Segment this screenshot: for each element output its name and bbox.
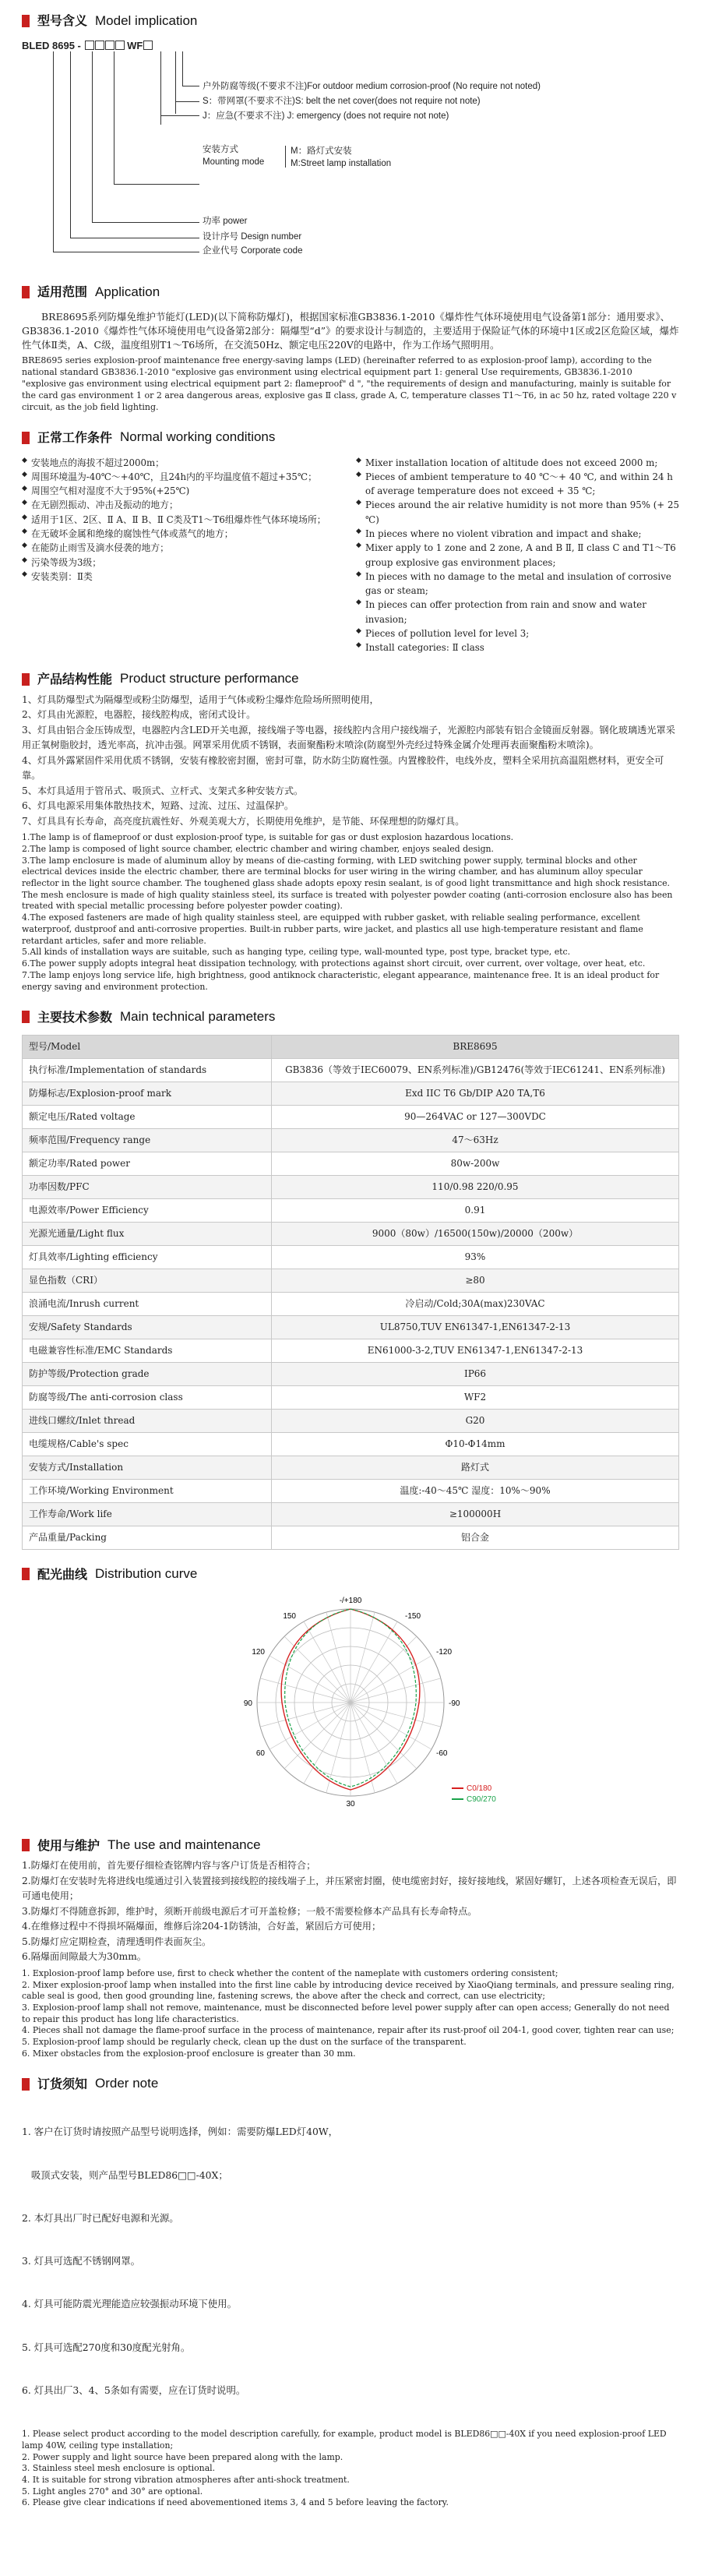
polar-spoke — [350, 1703, 432, 1749]
spec-param-value: 路灯式 — [272, 1456, 679, 1480]
condition-item: ◆ Pieces around the air relative humidity is not more than 95% (+ 25 ℃) — [356, 498, 679, 527]
order-item: 1. Please select product according to the model description carefully, for example, product model is BLED86□□-40X if you need explosion-proof LED lamp 40W, ceiling type installation; — [22, 2429, 667, 2451]
polar-spoke — [260, 1703, 350, 1727]
section-title-cn: 配光曲线 — [37, 1566, 88, 1582]
order-item: 6. Please give clear indications if need abovementioned items 3, 4 and 5 before leaving the factory. — [22, 2497, 449, 2508]
spec-param-value: IP66 — [272, 1363, 679, 1386]
spec-table-header — [23, 1036, 679, 1059]
section-marker-icon — [22, 673, 30, 686]
section-header-conditions — [22, 425, 679, 451]
section-marker-icon — [22, 286, 30, 298]
section-title-en: Main technical parameters — [120, 1008, 276, 1024]
condition-item: ◆ 在无剧烈振动、冲击及振动的地方； — [22, 498, 345, 512]
code-box — [95, 41, 104, 50]
spec-row — [23, 1363, 679, 1386]
condition-item: ◆ In pieces can offer protection from rain and snow and water invasion; — [356, 598, 679, 626]
condition-item: ◆ Install categories: Ⅱ class — [356, 640, 679, 655]
spec-param-name: 功率因数/PFC — [23, 1176, 272, 1199]
spec-header-cell: 型号/Model — [23, 1036, 272, 1059]
spec-row — [23, 1386, 679, 1410]
order-item: 4. 灯具可能防震光理能造应较强振动环境下使用。 — [22, 2298, 237, 2310]
spec-param-name: 防爆标志/Explosion-proof mark — [23, 1082, 272, 1106]
model-code — [22, 39, 153, 54]
spec-param-name: 电磁兼容性标准/EMC Standards — [23, 1339, 272, 1363]
section-title-en: Product structure performance — [120, 671, 299, 686]
spec-param-value: 93% — [272, 1246, 679, 1269]
maintenance-item: 5.防爆灯应定期检查，清理透明件表面灰尘。 — [22, 1936, 212, 1947]
scope-paragraph-cn: BRE8695系列防爆免维护节能灯(LED)(以下简称防爆灯)，根据国家标准GB3836.1-2010《爆炸性气体环境使用电气设备第1部分：通用要求》、GB3836.1-2010《爆炸性气体环境使用电气设备第2部分：隔爆型“d”》的要求设计与制造的，主要适用于保险证气体的环境中1区或2区危险区域，爆炸性气体Ⅱ类，A、C级，温度组别T1～T6场所，在交流50Hz、额定电压220V的电路中，作为工作场气照明用。 — [22, 311, 679, 351]
order-item: 5. Light angles 270° and 30° are optional. — [22, 2486, 203, 2497]
model-label-m-en: M:Street lamp installation — [291, 159, 392, 168]
spec-param-name: 工作环境/Working Environment — [23, 1480, 272, 1503]
order-list-en — [22, 2429, 679, 2509]
structure-item: 4.The exposed fasteners are made of high quality stainless steel, are equipped with rubber gasket, with reliable sealing performance, excellent waterproof, dustproof and anti-corrosive properties. Built-in rubber parts, wire jacket, and plastics all use high-temperature resistant and flame retardant articles, safer and more reliable. — [22, 912, 643, 946]
spec-param-name: 光源光通量/Light flux — [23, 1223, 272, 1246]
maintenance-item: 3. Explosion-proof lamp shall not remove, maintenance, must be disconnected before level power supply after can open access; Generally do not need to repair this product has long life characteristics. — [22, 2003, 670, 2024]
legend-label: C0/180 — [467, 1784, 492, 1794]
spec-row — [23, 1269, 679, 1293]
spec-param-name: 额定功率/Rated power — [23, 1152, 272, 1176]
polar-spoke — [304, 1621, 350, 1703]
code-box — [85, 41, 94, 50]
polar-chart — [22, 1587, 679, 1821]
section-title-en: Normal working conditions — [120, 429, 276, 445]
structure-item: 5.All kinds of installation ways are suitable, such as hanging type, ceiling type, wall-mounted type, post type, bracket type, etc. — [22, 947, 571, 958]
spec-row — [23, 1106, 679, 1129]
structure-item: 1.The lamp is of flameproof or dust explosion-proof type, is suitable for gas or dust explosion hazardous locations. — [22, 832, 514, 843]
spec-param-name: 防护等级/Protection grade — [23, 1363, 272, 1386]
tick-label: 90 — [243, 1699, 252, 1709]
section-header-scope — [22, 279, 679, 305]
spec-row — [23, 1339, 679, 1363]
condition-item: ◆ 周围环境温为-40℃～+40℃，且24h内的平均温度值不超过+35℃； — [22, 470, 345, 484]
connector-line — [53, 51, 54, 252]
maintenance-item: 4.在维修过程中不得损坏隔爆面，维修后涂204-1防锈油，合好盖，紧固后方可使用； — [22, 1921, 382, 1932]
structure-item: 5、本灯具适用于管吊式、吸顶式、立杆式、支架式多种安装方式。 — [22, 785, 304, 796]
maintenance-item: 6.隔爆面间隙最大为30mm。 — [22, 1951, 146, 1963]
connector-line — [92, 51, 93, 222]
section-title-cn: 型号含义 — [37, 13, 88, 29]
section-title-en: Order note — [95, 2076, 159, 2091]
tick-label: -90 — [449, 1699, 460, 1709]
maintenance-item: 6. Mixer obstacles from the explosion-proof enclosure is greater than 30 mm. — [22, 2048, 356, 2059]
spec-param-name: 显色指数（CRI） — [23, 1269, 272, 1293]
condition-item: ◆ Pieces of pollution level for level 3; — [356, 626, 679, 640]
maintenance-item: 2. Mixer explosion-proof lamp when installed into the first line cable by introducing device received by XiaoQiang terminals, and pressure sealing ring, cable seal is good, then good grounding line, fastening screws, the above after the check and correct, can use electricity; — [22, 1979, 675, 2002]
tick-label: 120 — [252, 1648, 265, 1657]
model-label-power: 功率 power — [203, 217, 248, 226]
section-title-en: Distribution curve — [95, 1565, 198, 1581]
tick-label: -120 — [436, 1648, 453, 1657]
connector-line — [70, 51, 71, 238]
spec-param-name: 工作寿命/Work life — [23, 1503, 272, 1526]
order-list-cn — [22, 2098, 679, 2426]
condition-item: ◆ 在无破坏金属和绝缘的腐蚀性气体或蒸气的地方； — [22, 527, 345, 541]
polar-spoke — [350, 1612, 375, 1703]
spec-param-name: 执行标准/Implementation of standards — [23, 1059, 272, 1082]
distribution-curve — [22, 1587, 679, 1821]
spec-row — [23, 1082, 679, 1106]
structure-item: 7.The lamp enjoys long service life, high brightness, good antiknock characteristic, elegant appearance, maintenance free. It is an ideal product for energy saving and environment protection. — [22, 969, 660, 992]
connector-line — [175, 51, 176, 114]
model-label-corrosion: 户外防腐等级(不要求不注)For outdoor medium corrosion-proof (No require not noted) — [203, 82, 541, 91]
section-marker-icon — [22, 15, 30, 27]
section-marker-icon — [22, 2078, 30, 2091]
section-title-en: The use and maintenance — [107, 1837, 261, 1852]
order-item: 2. 本灯具出厂时已配好电源和光源。 — [22, 2211, 179, 2224]
spec-param-name: 频率范围/Frequency range — [23, 1129, 272, 1152]
spec-param-name: 防腐等级/The anti-corrosion class — [23, 1386, 272, 1410]
spec-param-name: 产品重量/Packing — [23, 1526, 272, 1550]
scope-paragraph-en: BRE8695 series explosion-proof maintenance free energy-saving lamps (LED) (hereinafter referred to as explosion-proof lamp), according to the national standard GB3836.1-2010 "explosive gas environment using electrical equipment part 1: general Use requirements, GB3836.1-2010 "explosive gas environment using electrical equipment part 2: flameproof" d ", "the requirements of design and manufacturing, mainly is suitable for the card gas environment 1 or 2 area dangerous areas, explosive gas Ⅱ class, grade A, C, temperature classes T1～T6, in ac 50 hz, rated voltage 220 v circuit, as the job field lighting. — [22, 355, 677, 412]
spec-param-name: 电缆规格/Cable's spec — [23, 1433, 272, 1456]
section-title-en: Model implication — [95, 12, 198, 28]
tick-label: -60 — [436, 1749, 448, 1759]
maintenance-item: 4. Pieces shall not damage the flame-proof surface in the process of maintenance, repair after its rust-proof oil 204-1, good cover, tighten rear can use; — [22, 2025, 675, 2036]
model-label-m-cn: M：路灯式安装 — [291, 146, 352, 156]
condition-item: ◆ Mixer apply to 1 zone and 2 zone, A and B Ⅱ, Ⅱ class C and T1～T6 group explosive gas environment places; — [356, 541, 679, 570]
order-item: 3. Stainless steel mesh enclosure is optional. — [22, 2463, 216, 2474]
polar-spoke — [304, 1703, 350, 1784]
spec-param-value: 110/0.98 220/0.95 — [272, 1176, 679, 1199]
polar-spoke — [326, 1612, 350, 1703]
polar-spoke — [350, 1621, 397, 1703]
spec-row — [23, 1199, 679, 1223]
section-title-cn: 使用与维护 — [37, 1837, 100, 1853]
model-label-corporate: 企业代号 Corporate code — [203, 246, 303, 256]
polar-spoke — [284, 1703, 350, 1769]
structure-item: 6、灯具电源采用集体散热技术，短路、过流、过压、过温保护。 — [22, 800, 294, 812]
code-box — [105, 41, 114, 50]
maintenance-list-cn — [22, 1858, 679, 1965]
structure-item: 3.The lamp enclosure is made of aluminum alloy by means of die-casting forming, with LED switching power supply, terminal blocks and other electrical devices inside the electric chamber, there are terminal blocks for user wiring in the wiring chamber, and has aluminum alloy specular reflector in the light source chamber. The toughened glass shade adopts epoxy resin sealant, is of good light transmittance and high shock resistance. The mesh enclosure is made of high quality stainless steel, its surface is treated with polyester powder coating (anti-corrosion enclosure also has been treated with special metallic processing before polyester powder coating). — [22, 855, 673, 912]
spec-row — [23, 1410, 679, 1433]
section-title-cn: 适用范围 — [37, 284, 88, 300]
legend-label: C90/270 — [467, 1795, 496, 1805]
model-code-prefix: BLED 8695 - — [22, 40, 81, 51]
structure-item: 1、灯具防爆型式为隔爆型或粉尘防爆型，适用于气体或粉尘爆炸危险场所照明使用， — [22, 693, 379, 705]
spec-param-value: 温度:-40～45℃ 湿度：10%～90% — [272, 1480, 679, 1503]
order-item: 吸顶式安装，则产品型号BLED86□□-40X； — [22, 2168, 228, 2181]
section-title-cn: 正常工作条件 — [37, 430, 113, 445]
spec-row — [23, 1503, 679, 1526]
model-code-suffix: WF — [127, 40, 143, 51]
spec-param-value: Φ10-Φ14mm — [272, 1433, 679, 1456]
connector-line — [182, 51, 183, 86]
spec-param-value: ≥80 — [272, 1269, 679, 1293]
condition-item: ◆ In pieces where no violent vibration and impact and shake; — [356, 527, 679, 541]
model-label-emergency: J：应急(不要求不注) J: emergency (does not require not note) — [203, 111, 449, 121]
spec-param-value: 0.91 — [272, 1199, 679, 1223]
polar-spoke — [350, 1678, 441, 1703]
model-label-mount-cn: 安装方式 — [203, 145, 238, 154]
code-box — [143, 41, 153, 50]
maintenance-item: 3.防爆灯不得随意拆卸，维护时，须断开前级电源后才可开盖检修；一般不需要检修本产品具有长寿命特点。 — [22, 1905, 477, 1917]
connector-line — [160, 115, 199, 116]
tick-label: 60 — [255, 1749, 265, 1759]
section-header-maintenance — [22, 1832, 679, 1858]
connector-line — [175, 101, 199, 102]
spec-param-value: GB3836（等效于IEC60079、EN系列标准)/GB12476(等效于IEC61241、EN系列标准) — [272, 1059, 679, 1082]
section-header-structure — [22, 666, 679, 693]
order-item: 1. 客户在订货时请按照产品型号说明选择，例如：需要防爆LED灯40W， — [22, 2126, 339, 2138]
spec-param-value: EN61000-3-2,TUV EN61347-1,EN61347-2-13 — [272, 1339, 679, 1363]
section-title-cn: 主要技术参数 — [37, 1009, 113, 1025]
spec-param-value: 冷启动/Cold;30A(max)230VAC — [272, 1293, 679, 1316]
maintenance-list-en — [22, 1968, 679, 2060]
spec-row — [23, 1480, 679, 1503]
section-marker-icon — [22, 1568, 30, 1580]
spec-row — [23, 1456, 679, 1480]
spec-param-value: 铝合金 — [272, 1526, 679, 1550]
order-item: 3. 灯具可选配不锈钢网罩。 — [22, 2255, 141, 2267]
structure-item: 2.The lamp is composed of light source chamber, electric chamber and wiring chamber, enjoys sealed design. — [22, 843, 495, 854]
model-label-design: 设计序号 Design number — [203, 232, 302, 242]
spec-param-name: 浪涌电流/Inrush current — [23, 1293, 272, 1316]
polar-spoke — [350, 1703, 375, 1793]
section-marker-icon — [22, 1839, 30, 1851]
spec-param-name: 灯具效率/Lighting efficiency — [23, 1246, 272, 1269]
section-header-order — [22, 2071, 679, 2098]
model-diagram — [22, 34, 679, 268]
section-header-curve — [22, 1561, 679, 1587]
spec-param-value: 9000（80w）/16500(150w)/20000（200w） — [272, 1223, 679, 1246]
polar-spoke — [260, 1678, 350, 1703]
section-marker-icon — [22, 432, 30, 444]
tick-label: 30 — [346, 1800, 355, 1809]
spec-row — [23, 1293, 679, 1316]
condition-item: ◆ 污染等级为3级； — [22, 556, 345, 570]
maintenance-item: 2.防爆灯在安装时先将进线电缆通过引入装置接到接线腔的接线端子上，并压紧密封圈，使电缆密封好，接好接地线，紧固好螺钉，上述各项检查无误后，即可通电使用； — [22, 1875, 677, 1902]
section-header-specs — [22, 1004, 679, 1030]
conditions-columns — [22, 456, 679, 655]
maintenance-item: 5. Explosion-proof lamp should be regularly check, clean up the dust on the surface of the transparent. — [22, 2037, 467, 2048]
maintenance-item: 1. Explosion-proof lamp before use, first to check whether the content of the nameplate with customers ordering consistent; — [22, 1967, 558, 1978]
spec-param-value: UL8750,TUV EN61347-1,EN61347-2-13 — [272, 1316, 679, 1339]
spec-row — [23, 1316, 679, 1339]
order-item: 4. It is suitable for strong vibration atmospheres after anti-shock treatment. — [22, 2475, 350, 2485]
spec-param-name: 额定电压/Rated voltage — [23, 1106, 272, 1129]
polar-spoke — [350, 1703, 441, 1727]
spec-row — [23, 1433, 679, 1456]
spec-param-value: 47～63Hz — [272, 1129, 679, 1152]
structure-item: 4、灯具外露紧固件采用优质不锈钢，安装有橡胶密封圈，密封可靠，防水防尘防腐性强。内置橡胶件，电线外皮，塑料全采用抗高温阻燃材料，更安全可靠。 — [22, 754, 664, 782]
spec-param-value: G20 — [272, 1410, 679, 1433]
tick-label: 150 — [283, 1612, 296, 1621]
section-title-en: Application — [95, 284, 160, 299]
spec-row — [23, 1152, 679, 1176]
connector-line — [92, 222, 199, 223]
tick-label: -150 — [405, 1612, 421, 1621]
spec-param-name: 电源效率/Power Efficiency — [23, 1199, 272, 1223]
model-label-mount-en: Mounting mode — [203, 157, 265, 167]
conditions-list-en — [356, 456, 679, 655]
connector-line — [160, 51, 161, 125]
spec-param-value: ≥100000H — [272, 1503, 679, 1526]
spec-param-name: 安装方式/Installation — [23, 1456, 272, 1480]
condition-item: ◆ 安装类别：Ⅱ类 — [22, 570, 345, 584]
spec-header-cell: BRE8695 — [272, 1036, 679, 1059]
condition-item: ◆ In pieces with no damage to the metal and insulation of corrosive gas or steam; — [356, 570, 679, 598]
section-title-cn: 产品结构性能 — [37, 671, 113, 686]
connector-line — [114, 184, 199, 185]
spec-table — [22, 1035, 679, 1550]
maintenance-item: 1.防爆灯在使用前，首先要仔细检查铭牌内容与客户订货是否相符合； — [22, 1860, 316, 1872]
condition-item: ◆ 安装地点的海拔不超过2000m； — [22, 456, 345, 470]
tick-label: -/+180 — [339, 1597, 362, 1606]
structure-item: 2、灯具由光源腔，电器腔，接线腔构成，密闭式设计。 — [22, 709, 256, 721]
polar-spoke — [269, 1703, 350, 1749]
condition-item: ◆ 周围空气相对湿度不大于95%(+25℃) — [22, 484, 345, 498]
order-item: 6. 灯具出厂3、4、5条如有需要，应在订货时说明。 — [22, 2384, 246, 2396]
structure-list-en — [22, 832, 679, 993]
structure-item: 6.The power supply adopts integral heat dissipation technology, with protections against short circuit, over current, over voltage, over heat, etc. — [22, 958, 646, 969]
code-box — [115, 41, 125, 50]
spec-param-value: WF2 — [272, 1386, 679, 1410]
order-item: 5. 灯具可选配270度和30度配光射角。 — [22, 2341, 191, 2353]
polar-spoke — [350, 1703, 397, 1784]
spec-param-name: 安规/Safety Standards — [23, 1316, 272, 1339]
spec-row — [23, 1526, 679, 1550]
condition-item: ◆ Pieces of ambient temperature to 40 ℃～+ 40 ℃, and within 24 h of average temperature does not exceed + 35 ℃; — [356, 470, 679, 499]
structure-list-cn — [22, 693, 679, 830]
spec-param-value: 80w-200w — [272, 1152, 679, 1176]
section-marker-icon — [22, 1011, 30, 1023]
polar-spoke — [326, 1703, 350, 1793]
structure-item: 7、灯具具有长寿命，高亮度抗震性好、外观美观大方，长期使用免维护，是节能、环保理想的防爆灯具。 — [22, 815, 465, 827]
section-title-cn: 订货须知 — [37, 2077, 88, 2091]
structure-item: 3、灯具由铝合金压铸成型，电器腔内含LED开关电源，接线端子等电器，接线腔内含用户接线端子，光源腔内部装有铝合金镜面反射器。钢化玻璃透光罩采用正氧树脂胶封，透光率高，抗冲击强。网罩采用优质不锈钢，表面聚酯粉末喷涂(防腐型外壳经过特殊金属介处理再表面聚酯粉末喷涂)。 — [22, 724, 675, 751]
spec-param-name: 进线口螺纹/Inlet thread — [23, 1410, 272, 1433]
spec-row — [23, 1223, 679, 1246]
spec-row — [23, 1246, 679, 1269]
condition-item: ◆ 适用于1区、2区、Ⅱ A、Ⅱ B、Ⅱ C类及T1～T6组爆炸性气体环境场所； — [22, 513, 345, 527]
spec-row — [23, 1059, 679, 1082]
spec-row — [23, 1129, 679, 1152]
spec-param-value: 90—264VAC or 127—300VDC — [272, 1106, 679, 1129]
condition-item: ◆ Mixer installation location of altitude does not exceed 2000 m; — [356, 456, 679, 470]
spec-row — [23, 1176, 679, 1199]
spec-param-value: Exd IIC T6 Gb/DIP A20 TA,T6 — [272, 1082, 679, 1106]
bracket-line — [285, 146, 286, 168]
model-label-net: S：带网罩(不要求不注)S: belt the net cover(does not require not note) — [203, 97, 481, 106]
conditions-list-cn — [22, 456, 345, 655]
section-header-model — [22, 8, 679, 34]
condition-item: ◆ 在能防止雨雪及滴水侵袭的地方； — [22, 541, 345, 555]
order-item: 2. Power supply and light source have been prepared along with the lamp. — [22, 2451, 343, 2462]
